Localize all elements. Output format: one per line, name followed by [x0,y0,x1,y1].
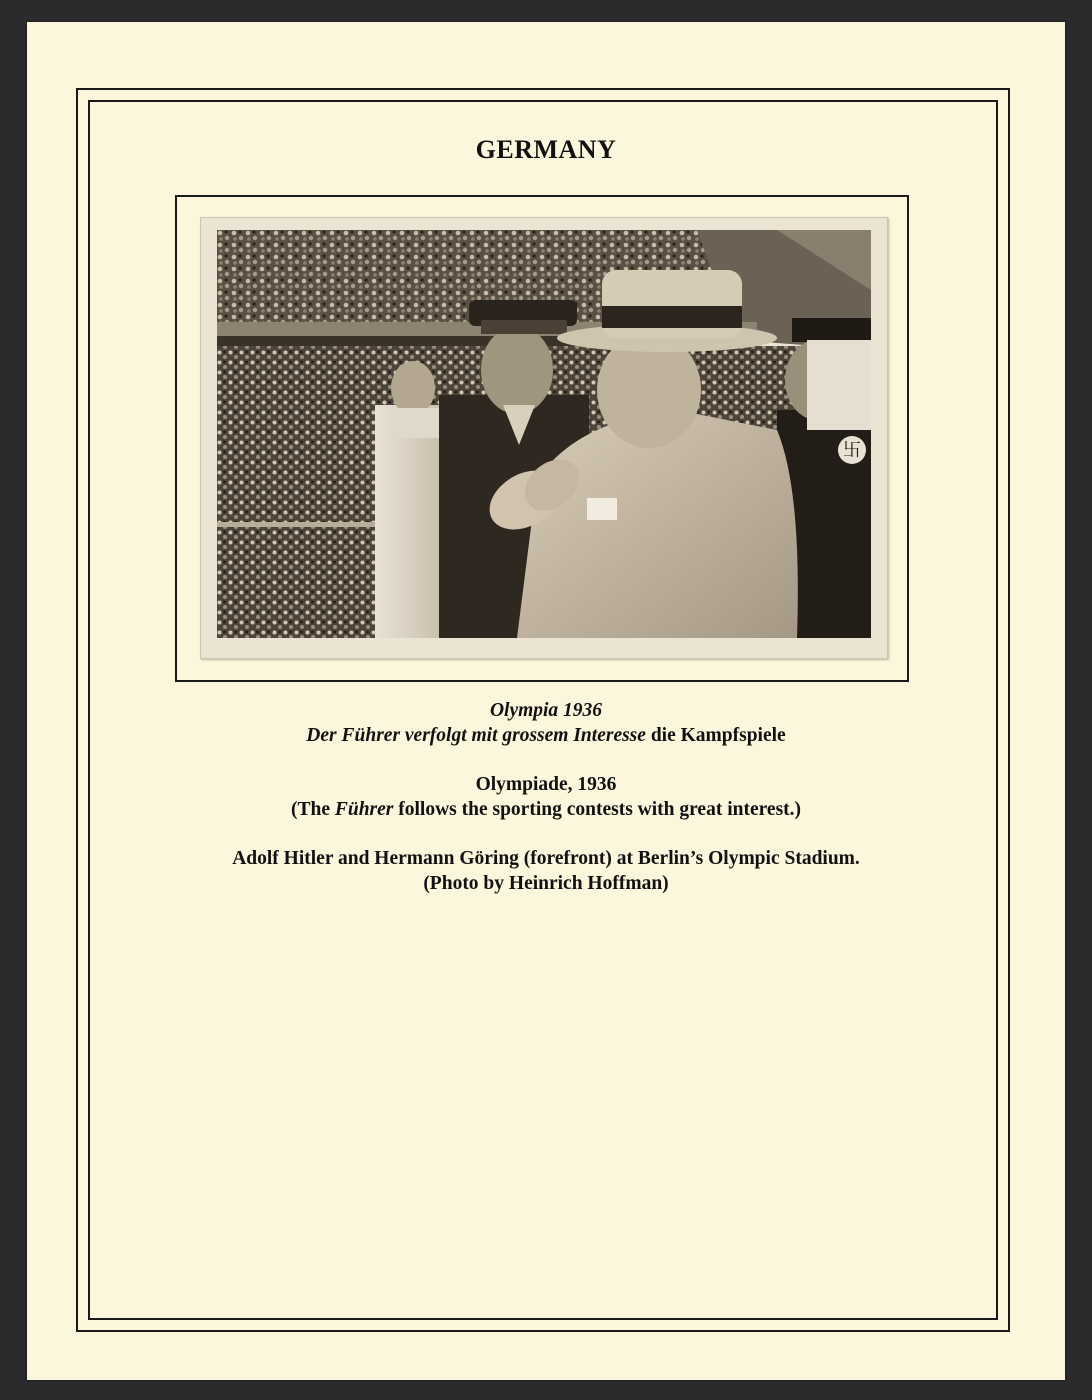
caption-block [27,698,1065,896]
caption-english-translation [27,797,1065,822]
page-title: GERMANY [475,135,617,164]
caption-german-title: Olympia 1936 [489,700,603,721]
photo-credit: (Photo by Heinrich Hoffman) [423,873,669,894]
caption-german-subtitle [27,723,1065,748]
album-page [27,22,1065,1380]
caption-description: Adolf Hitler and Hermann Göring (forefront) at Berlin’s Olympic Stadium. [232,848,860,869]
caption-english-title: Olympiade, 1936 [475,774,617,795]
armband-symbol: 卐 [843,440,861,461]
photo-mount [175,195,909,682]
caption-english-italic: Führer [334,799,394,820]
photograph [200,217,888,659]
caption-german-plain: die Kampfspiele [645,725,786,746]
caption-english-before: (The [290,799,335,820]
caption-english-after: follows the sporting contests with great interest.) [393,799,802,820]
photograph-icon [217,230,871,638]
caption-german-italic: Der Führer verfolgt mit grossem Interesse [306,725,646,746]
